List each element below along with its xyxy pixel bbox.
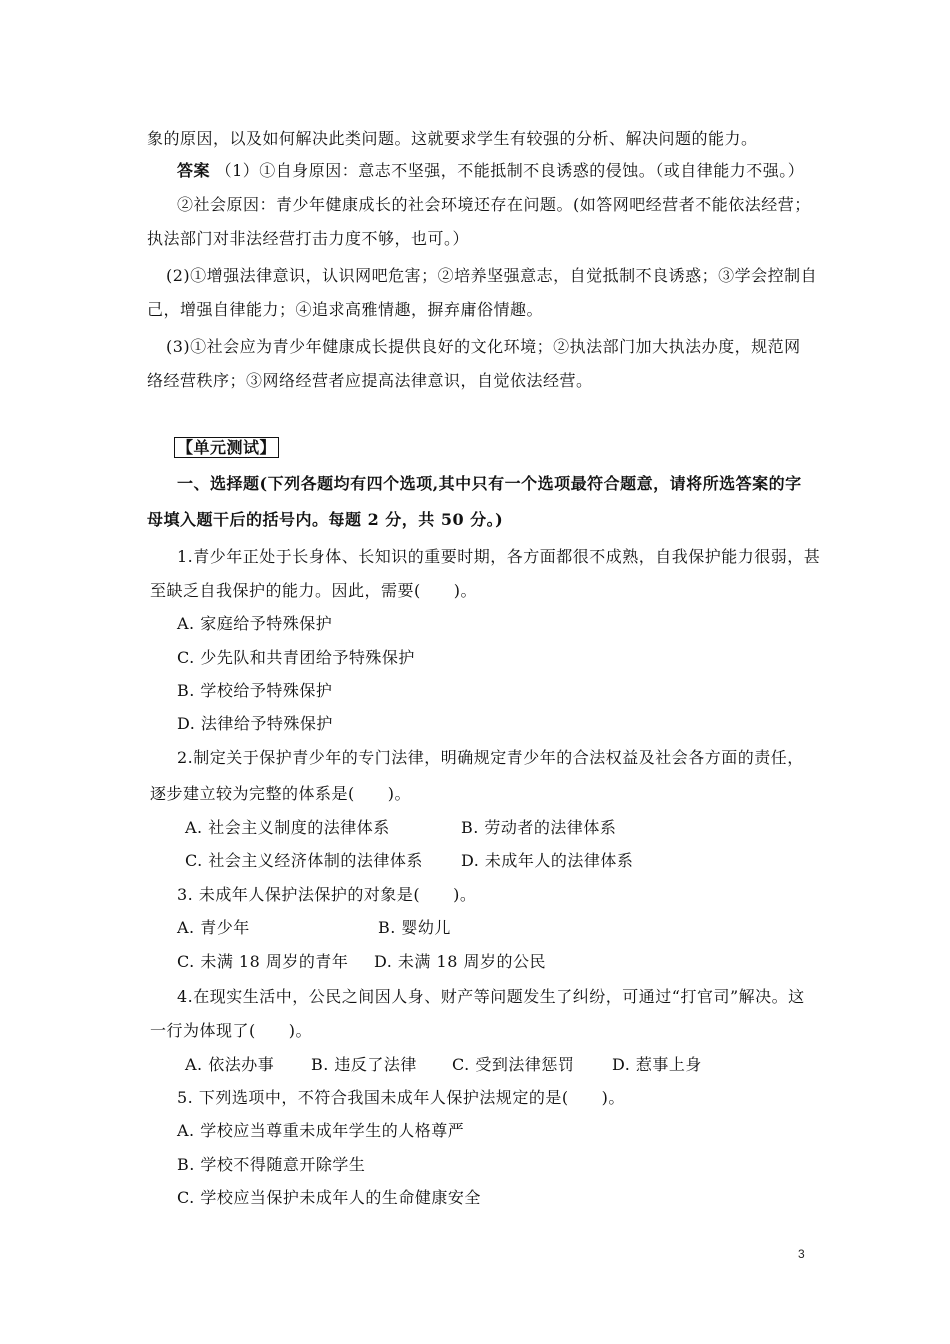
question-2-option-b: B. 劳动者的法律体系 — [461, 818, 617, 837]
question-1-option-c: C. 少先队和共青团给予特殊保护 — [177, 648, 415, 667]
answer-line-6: (3)①社会应为青少年健康成长提供良好的文化环境；②执法部门加大执法办度，规范网 — [166, 337, 801, 356]
answer-label: 答案 — [177, 161, 211, 180]
answer-line-2: ②社会原因：青少年健康成长的社会环境还存在问题。(如答网吧经营者不能依法经营； — [177, 195, 811, 214]
question-1-option-d: D. 法律给予特殊保护 — [177, 714, 333, 733]
answer-line-4: (2)①增强法律意识，认识网吧危害；②培养坚强意志，自觉抵制不良诱惑；③学会控制自 — [166, 266, 818, 285]
question-3-option-d: D. 未满 18 周岁的公民 — [374, 952, 546, 971]
answer-line-3: 执法部门对非法经营打击力度不够，也可。） — [147, 229, 470, 248]
question-2-option-c: C. 社会主义经济体制的法律体系 — [185, 851, 423, 870]
question-2-option-d: D. 未成年人的法律体系 — [461, 851, 634, 870]
question-1-stem-1: 1.青少年正处于长身体、长知识的重要时期，各方面都很不成熟，自我保护能力很弱，甚 — [177, 547, 821, 566]
answer-line-1 — [177, 161, 804, 181]
question-5-option-a: A. 学校应当尊重未成年学生的人格尊严 — [177, 1121, 465, 1140]
answer-line-5: 己，增强自律能力；④追求高雅情趣，摒弃庸俗情趣。 — [147, 300, 544, 319]
section-instructions-2: 母填入题干后的括号内。每题 2 分，共 50 分。) — [147, 510, 504, 529]
unit-test-heading — [174, 438, 279, 458]
question-3-option-c: C. 未满 18 周岁的青年 — [177, 952, 349, 971]
question-1-stem-2: 至缺乏自我保护的能力。因此，需要( )。 — [150, 581, 477, 600]
answer-line-7: 络经营秩序；③网络经营者应提高法律意识，自觉依法经营。 — [147, 371, 593, 390]
question-4-stem-2: 一行为体现了( )。 — [150, 1021, 312, 1040]
question-2-stem-2: 逐步建立较为完整的体系是( )。 — [150, 784, 411, 803]
question-5-option-c: C. 学校应当保护未成年人的生命健康安全 — [177, 1188, 481, 1207]
question-4-option-c: C. 受到法律惩罚 — [452, 1055, 575, 1074]
question-4-stem-1: 4.在现实生活中，公民之间因人身、财产等问题发生了纠纷，可通过“打官司”解决。这 — [177, 987, 805, 1006]
question-5-stem: 5. 下列选项中，不符合我国未成年人保护法规定的是( )。 — [177, 1088, 625, 1107]
question-1-option-a: A. 家庭给予特殊保护 — [177, 614, 333, 633]
question-1-option-b: B. 学校给予特殊保护 — [177, 681, 333, 700]
unit-test-heading-box: 【单元测试】 — [174, 437, 279, 458]
question-5-option-b: B. 学校不得随意开除学生 — [177, 1155, 366, 1174]
question-4-option-d: D. 惹事上身 — [612, 1055, 702, 1074]
section-instructions-1: 一、选择题(下列各题均有四个选项,其中只有一个选项最符合题意，请将所选答案的字 — [177, 474, 802, 493]
question-4-option-a: A. 依法办事 — [185, 1055, 275, 1074]
question-2-stem-1: 2.制定关于保护青少年的专门法律，明确规定青少年的合法权益及社会各方面的责任， — [177, 748, 804, 767]
question-3-option-b: B. 婴幼儿 — [378, 918, 451, 937]
question-2-option-a: A. 社会主义制度的法律体系 — [185, 818, 390, 837]
question-3-stem: 3. 未成年人保护法保护的对象是( )。 — [177, 885, 477, 904]
question-4-option-b: B. 违反了法律 — [311, 1055, 417, 1074]
intro-line: 象的原因，以及如何解决此类问题。这就要求学生有较强的分析、解决问题的能力。 — [147, 129, 758, 148]
page-number: 3 — [798, 1247, 805, 1261]
question-3-option-a: A. 青少年 — [177, 918, 250, 937]
answer-text-1: （1）①自身原因：意志不坚强，不能抵制不良诱惑的侵蚀。（或自律能力不强。） — [215, 161, 805, 180]
